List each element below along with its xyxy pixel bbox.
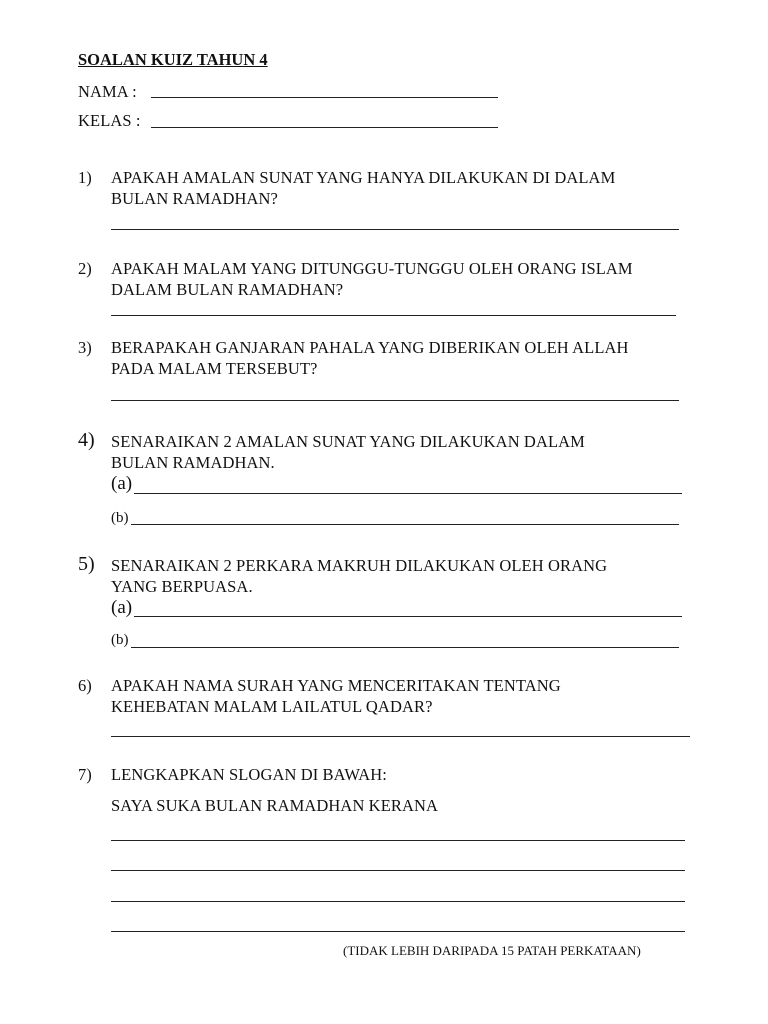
question-2-text-line-2: DALAM BULAN RAMADHAN?	[111, 280, 344, 299]
question-4-text-line-1: SENARAIKAN 2 AMALAN SUNAT YANG DILAKUKAN DALAM	[111, 432, 585, 451]
question-7-answer-line-3[interactable]	[111, 901, 685, 902]
question-3-text-line-2: PADA MALAM TERSEBUT?	[111, 359, 318, 378]
question-1-number: 1)	[78, 168, 92, 187]
question-4-b-answer-line[interactable]	[131, 524, 679, 525]
question-5-text-line-1: SENARAIKAN 2 PERKARA MAKRUH DILAKUKAN OLEH ORANG	[111, 556, 608, 575]
question-7-text-line-2: SAYA SUKA BULAN RAMADHAN KERANA	[111, 796, 439, 815]
question-5-b-label: (b)	[111, 632, 129, 648]
question-3-text-line-1: BERAPAKAH GANJARAN PAHALA YANG DIBERIKAN OLEH ALLAH	[111, 338, 629, 357]
question-6-answer-line[interactable]	[111, 736, 690, 737]
question-5-text-line-2: YANG BERPUASA.	[111, 577, 253, 596]
question-1-text-line-2: BULAN RAMADHAN?	[111, 189, 278, 208]
question-7-number: 7)	[78, 765, 92, 784]
question-2-text-line-1: APAKAH MALAM YANG DITUNGGU-TUNGGU OLEH ORANG ISLAM	[111, 259, 633, 278]
question-4-text-line-2: BULAN RAMADHAN.	[111, 453, 275, 472]
question-4-number: 4)	[78, 429, 95, 451]
page-title: SOALAN KUIZ TAHUN 4	[78, 50, 268, 69]
kelas-label: KELAS :	[78, 111, 141, 130]
question-4-b-label: (b)	[111, 510, 129, 526]
question-6-text-line-1: APAKAH NAMA SURAH YANG MENCERITAKAN TENTANG	[111, 676, 561, 695]
question-6-text-line-2: KEHEBATAN MALAM LAILATUL QADAR?	[111, 697, 433, 716]
question-2-answer-line[interactable]	[111, 315, 676, 316]
question-3-answer-line[interactable]	[111, 400, 679, 401]
question-5-a-label: (a)	[111, 597, 133, 618]
kelas-field[interactable]	[151, 127, 498, 128]
question-7-answer-line-4[interactable]	[111, 931, 685, 932]
question-3-number: 3)	[78, 338, 92, 357]
question-7-answer-line-1[interactable]	[111, 840, 685, 841]
nama-label: NAMA :	[78, 82, 137, 101]
nama-field[interactable]	[151, 97, 498, 98]
question-2-number: 2)	[78, 259, 92, 278]
word-limit-note: (TIDAK LEBIH DARIPADA 15 PATAH PERKATAAN)	[343, 943, 641, 958]
question-1-text-line-1: APAKAH AMALAN SUNAT YANG HANYA DILAKUKAN DI DALAM	[111, 168, 616, 187]
question-4-a-answer-line[interactable]	[134, 493, 682, 494]
question-1-answer-line[interactable]	[111, 229, 679, 230]
question-7-text-line-1: LENGKAPKAN SLOGAN DI BAWAH:	[111, 765, 387, 784]
question-5-b-answer-line[interactable]	[131, 647, 679, 648]
question-5-a-answer-line[interactable]	[134, 616, 682, 617]
question-6-number: 6)	[78, 676, 92, 695]
question-7-answer-line-2[interactable]	[111, 870, 685, 871]
question-4-a-label: (a)	[111, 473, 133, 494]
question-5-number: 5)	[78, 553, 95, 575]
